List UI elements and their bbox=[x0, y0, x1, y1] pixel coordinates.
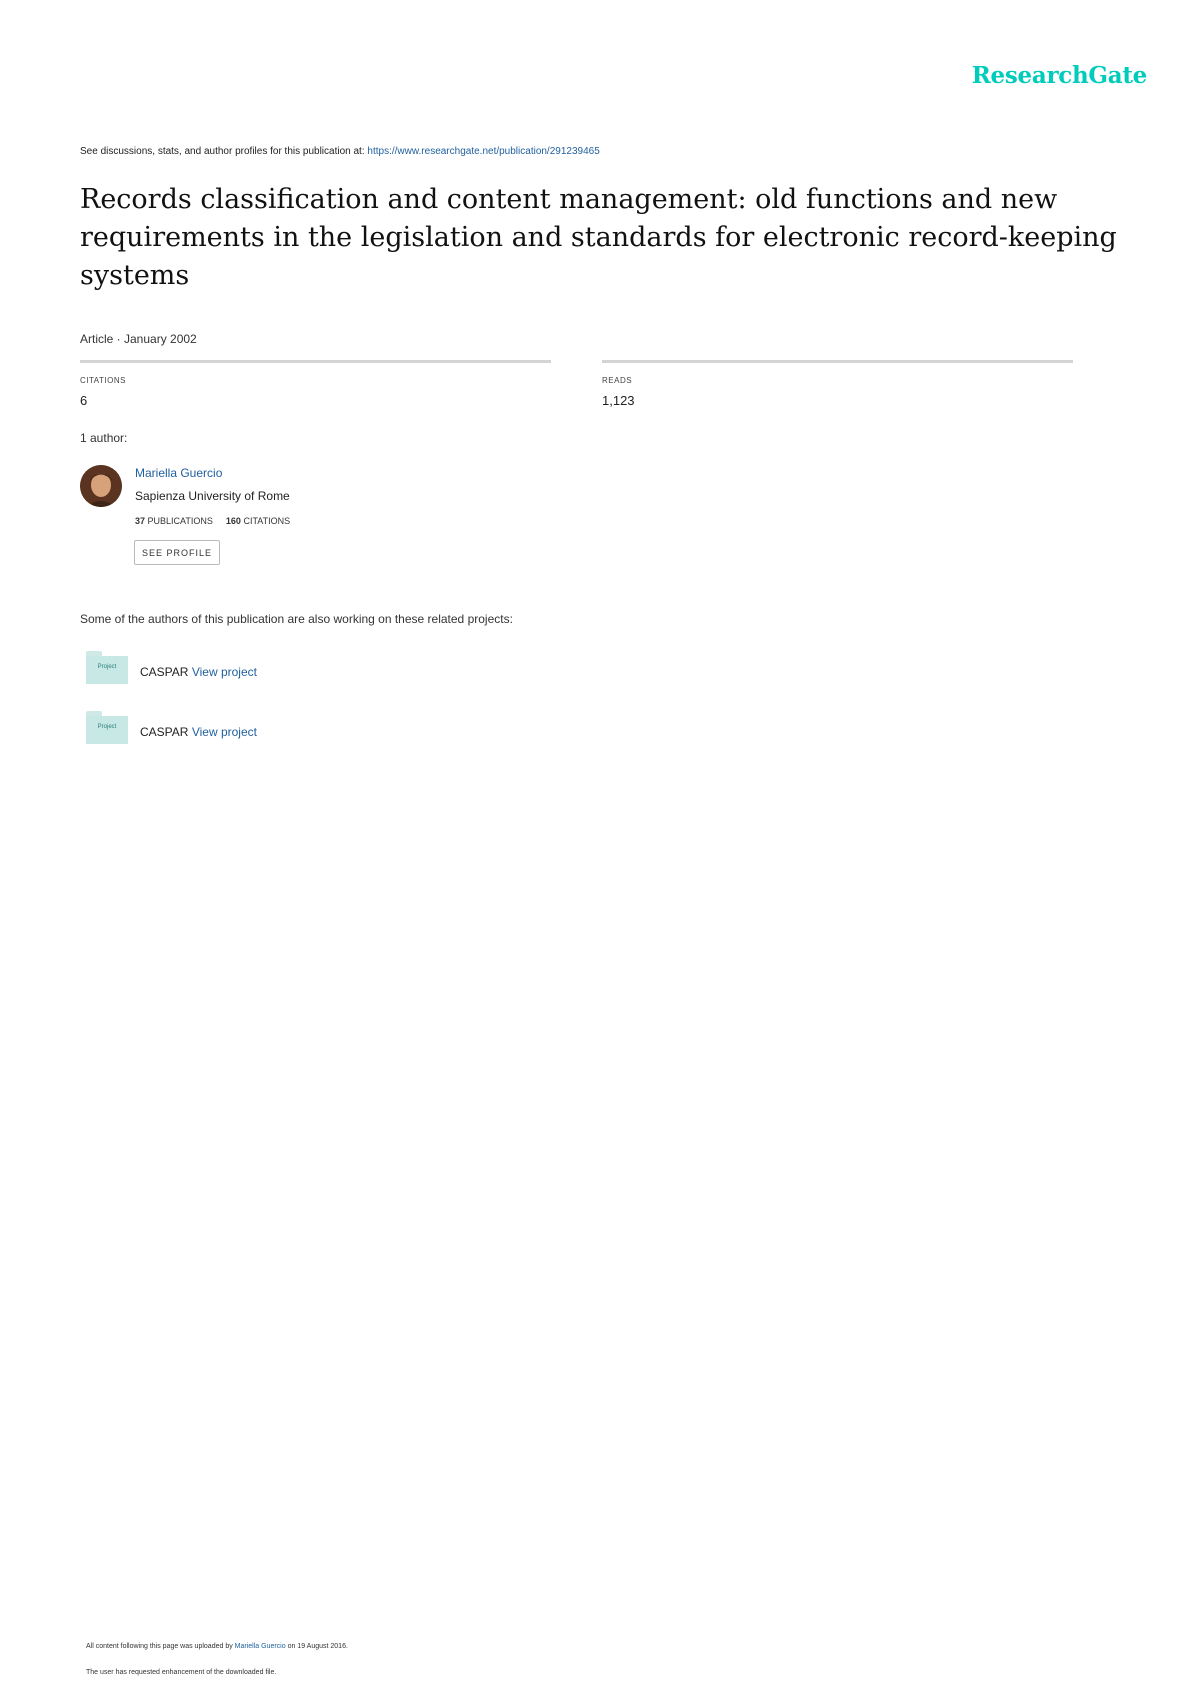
publication-title: Records classification and content management: old functions and new requirements in the legislation and standards for electronic record-keeping systems bbox=[80, 184, 1117, 291]
upload-note bbox=[86, 1643, 348, 1650]
view-project-link[interactable]: View project bbox=[191, 665, 257, 679]
upload-suffix: on 19 August 2016. bbox=[285, 1643, 348, 1650]
view-project-link[interactable]: View project bbox=[191, 725, 257, 739]
discussion-line bbox=[80, 146, 600, 157]
discussion-prefix: See discussions, stats, and author profiles for this publication at: bbox=[80, 146, 368, 157]
author-publications-label: PUBLICATIONS bbox=[147, 516, 213, 526]
project-folder-icon[interactable] bbox=[86, 711, 128, 747]
citations-divider bbox=[80, 360, 551, 363]
enhancement-note: The user has requested enhancement of the downloaded file. bbox=[86, 1669, 277, 1676]
citations-label: CITATIONS bbox=[80, 376, 126, 385]
related-projects-intro: Some of the authors of this publication are also working on these related projects: bbox=[80, 612, 513, 626]
citations-stat bbox=[80, 360, 551, 408]
reads-value: 1,123 bbox=[602, 393, 635, 408]
project-name: CASPAR bbox=[140, 725, 189, 739]
upload-prefix: All content following this page was uploaded by bbox=[86, 1643, 235, 1650]
citations-value: 6 bbox=[80, 393, 88, 408]
project-folder-icon[interactable] bbox=[86, 651, 128, 687]
project-name: CASPAR bbox=[140, 665, 189, 679]
project-text bbox=[140, 665, 257, 679]
author-institution: Sapienza University of Rome bbox=[135, 489, 290, 503]
author-avatar[interactable] bbox=[80, 465, 122, 507]
project-folder-label: Project bbox=[97, 664, 117, 670]
author-publications-count: 37 bbox=[135, 516, 146, 526]
article-meta: Article · January 2002 bbox=[80, 332, 197, 346]
author-citations-count: 160 bbox=[225, 516, 241, 526]
author-count: 1 author: bbox=[80, 431, 128, 445]
see-profile-button[interactable]: SEE PROFILE bbox=[134, 540, 220, 565]
researchgate-logo[interactable]: ResearchGate bbox=[971, 62, 1147, 89]
author-name-link[interactable]: Mariella Guercio bbox=[135, 466, 223, 480]
uploader-link[interactable]: Mariella Guercio bbox=[234, 1643, 286, 1650]
publication-link[interactable]: https://www.researchgate.net/publication/291239465 bbox=[367, 146, 600, 157]
avatar-portrait-icon bbox=[80, 465, 122, 507]
reads-label: READS bbox=[602, 376, 633, 385]
project-folder-label: Project bbox=[97, 724, 117, 730]
author-stats bbox=[135, 516, 290, 526]
author-citations-label: CITATIONS bbox=[243, 516, 291, 526]
reads-divider bbox=[602, 360, 1073, 363]
reads-stat bbox=[602, 360, 1073, 408]
project-text bbox=[140, 725, 257, 739]
